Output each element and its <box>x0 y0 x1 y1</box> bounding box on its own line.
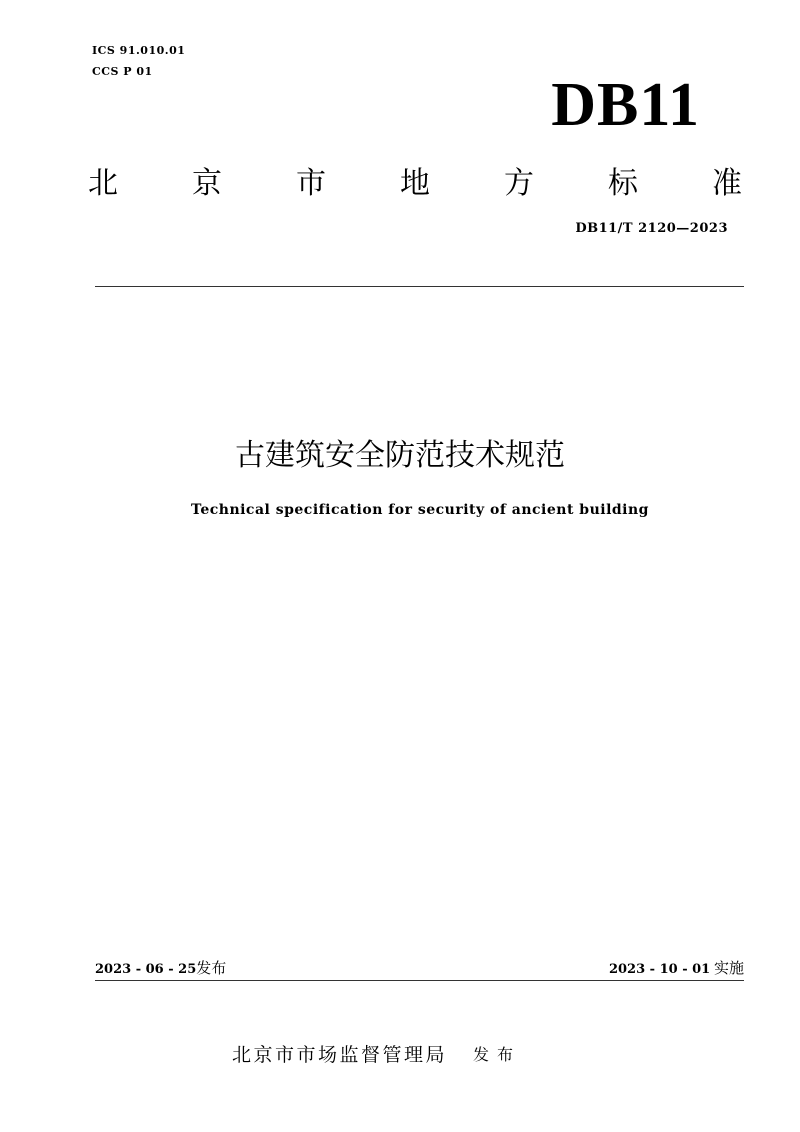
ics-code: ICS 91.010.01 <box>92 44 186 57</box>
implementation-date-block <box>609 956 744 982</box>
standard-logo: DB11 <box>551 71 700 139</box>
document-title-cn: 古建筑安全防范技术规范 <box>235 438 565 473</box>
standard-type-char: 北 <box>88 166 118 201</box>
ccs-code: CCS P 01 <box>92 65 153 78</box>
standard-type-char: 京 <box>192 166 222 201</box>
bottom-divider <box>95 980 744 981</box>
standard-type-title <box>88 162 742 206</box>
standard-type-char: 方 <box>504 166 534 201</box>
classification-codes <box>92 40 185 82</box>
standard-number: DB11/T 2120—2023 <box>575 221 728 236</box>
publisher-name: 北京市市场监督管理局 <box>232 1044 448 1066</box>
implementation-date: 2023 - 10 - 01 <box>608 962 711 977</box>
publisher-line <box>232 1040 521 1070</box>
implementation-label: 实施 <box>713 959 744 977</box>
standard-type-char: 地 <box>400 166 430 201</box>
top-divider <box>95 286 744 287</box>
issue-label: 发布 <box>196 959 227 977</box>
issue-date-block <box>95 956 226 982</box>
document-title-en: Technical specification for security of ancient building <box>191 502 649 518</box>
issue-date: 2023 - 06 - 25 <box>95 962 197 977</box>
publish-label: 发布 <box>473 1045 522 1064</box>
standard-type-char: 市 <box>296 166 326 201</box>
standard-type-char: 标 <box>608 166 638 201</box>
standard-type-char: 准 <box>712 166 742 201</box>
